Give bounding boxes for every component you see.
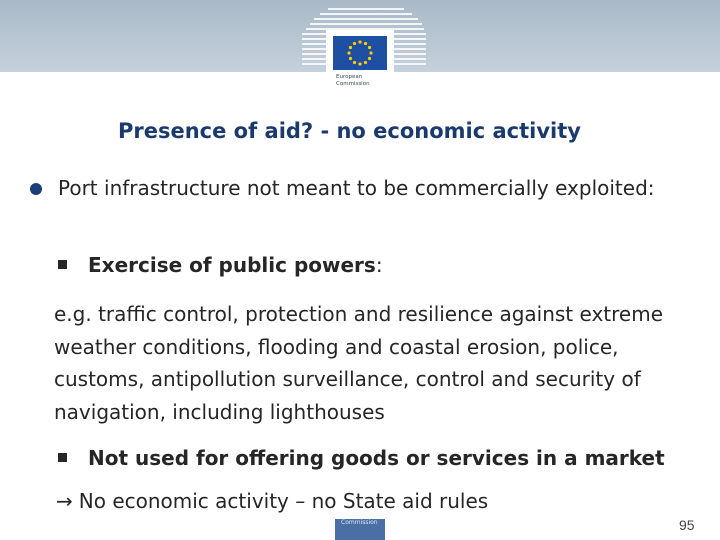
bullet-text: Port infrastructure not meant to be commercially exploited:: [58, 176, 655, 200]
european-commission-logo: [326, 30, 394, 94]
sub-point-market: Not used for offering goods or services in a market: [88, 446, 665, 470]
footer-logo: [335, 519, 385, 540]
right-arrow-icon: →: [56, 489, 73, 513]
footer-logo-text: Commission: [341, 519, 378, 526]
slide-title: Presence of aid? - no economic activity: [118, 119, 581, 143]
conclusion-line: [56, 489, 488, 513]
sub-point-label: Exercise of public powers: [88, 253, 376, 277]
logo-line-2: Commission: [336, 80, 370, 87]
logo-line-1: European: [336, 74, 363, 80]
logo-wordmark: [336, 74, 390, 87]
square-bullet-icon: [58, 453, 67, 462]
sub-point-colon: :: [375, 253, 383, 277]
bullet-dot-icon: [30, 183, 42, 195]
eu-flag-icon: [333, 36, 387, 70]
square-bullet-icon: [58, 260, 67, 269]
conclusion-text: No economic activity – no State aid rules: [78, 489, 489, 513]
page-number: 95: [679, 517, 695, 533]
sub-point-public-powers: [88, 253, 383, 277]
example-text: e.g. traffic control, protection and resilience against extreme weather conditions, flooding and coastal erosion, police, customs, antipollution surveillance, control and security of navigation, including lighthouses: [54, 302, 664, 424]
